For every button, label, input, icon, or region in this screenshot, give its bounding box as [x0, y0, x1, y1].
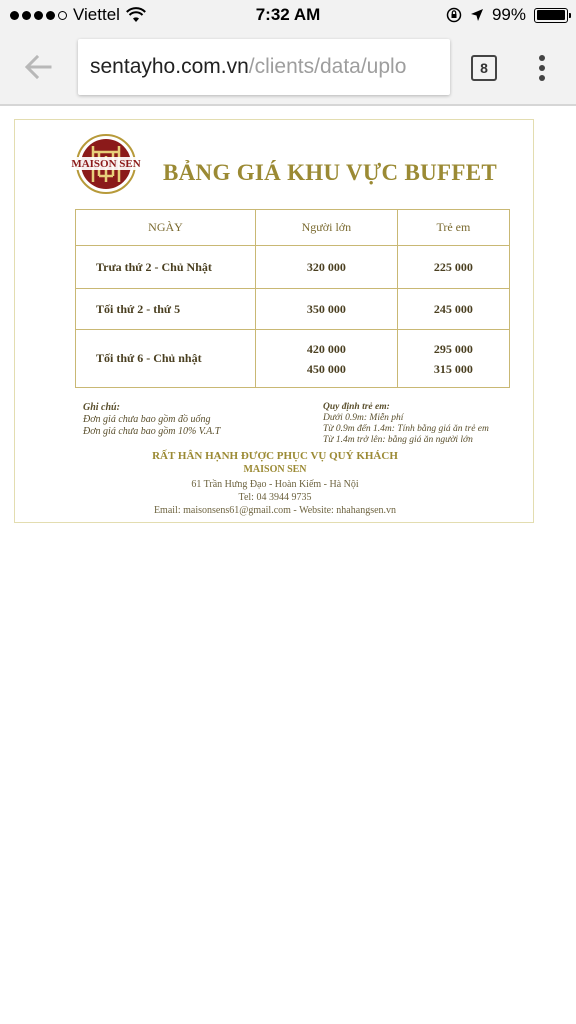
child-rules: [323, 402, 489, 446]
tab-switcher-button[interactable]: [471, 55, 497, 81]
signal-icon: [10, 11, 67, 20]
url-host: sentayho.com.vn: [90, 55, 249, 78]
logo-text: MAISON SEN: [71, 158, 141, 170]
child-rules-title: Quy định trẻ em:: [323, 402, 390, 412]
price-table: [75, 209, 510, 388]
wifi-icon: [126, 7, 146, 23]
child-rule-line: Từ 1.4m trở lên: bằng giá ăn người lớn: [323, 435, 473, 445]
adult-price: 420 000: [306, 341, 346, 356]
note-line: Đơn giá chưa bao gồm đồ uống: [83, 414, 211, 425]
address-bar[interactable]: [78, 39, 450, 95]
child-price: 225 000: [397, 246, 509, 289]
status-bar: [0, 0, 576, 30]
note-line: Đơn giá chưa bao gồm 10% V.A.T: [83, 426, 221, 437]
location-arrow-icon: [470, 8, 484, 22]
day-cell: Tối thứ 2 - thứ 5: [76, 289, 256, 330]
child-price: 295 000: [433, 341, 473, 356]
battery-percent: 99%: [491, 5, 526, 24]
url-path: /clients/data/uplo: [248, 55, 407, 78]
sheet-footer: [15, 450, 535, 517]
adult-price: 320 000: [256, 246, 398, 289]
browser-toolbar: [0, 30, 576, 106]
table-row: [76, 330, 510, 388]
tab-count: 8: [480, 60, 488, 76]
brand-line: MAISON SEN: [243, 464, 307, 475]
child-price-cell: [397, 330, 509, 388]
child-price: 245 000: [397, 289, 509, 330]
table-header-row: [76, 210, 510, 246]
child-rule-line: Dưới 0.9m: Miễn phí: [323, 413, 404, 423]
thanks-line: RẤT HÂN HẠNH ĐƯỢC PHỤC VỤ QUÝ KHÁCH: [152, 450, 398, 462]
price-sheet-image: [14, 119, 534, 523]
battery-level: [537, 10, 566, 20]
adult-price: 350 000: [256, 289, 398, 330]
header-adult: Người lớn: [256, 210, 398, 246]
contact-line: Email: maisonsens61@gmail.com - Website: nhahangsen.vn: [153, 505, 397, 516]
address-line: 61 Trần Hưng Đạo - Hoàn Kiếm - Hà Nội: [191, 479, 359, 490]
child-price: 315 000: [433, 361, 473, 376]
back-arrow-icon[interactable]: [20, 52, 56, 82]
clock: 7:32 AM: [255, 5, 321, 24]
child-rule-line: Từ 0.9m đến 1.4m: Tính bằng giá ăn trẻ em: [323, 424, 489, 434]
orientation-lock-icon: [446, 7, 462, 23]
table-row: [76, 246, 510, 289]
battery-icon: [534, 8, 568, 23]
overflow-menu-icon[interactable]: [534, 52, 550, 84]
notes: [83, 402, 220, 438]
adult-price-cell: [256, 330, 398, 388]
notes-title: Ghi chú:: [83, 402, 120, 413]
status-right: [446, 5, 568, 25]
header-child: Trẻ em: [397, 210, 509, 246]
header-day: NGÀY: [76, 210, 256, 246]
tel-line: Tel: 04 3944 9735: [238, 492, 312, 503]
status-left: [10, 5, 210, 25]
table-row: [76, 289, 510, 330]
day-cell: Tối thứ 6 - Chủ nhật: [76, 330, 256, 388]
price-sheet-title: BẢNG GIÁ KHU VỰC BUFFET: [163, 160, 498, 185]
carrier-label: Viettel: [73, 5, 120, 24]
maison-sen-logo: [71, 132, 141, 196]
day-cell: Trưa thứ 2 - Chủ Nhật: [76, 246, 256, 289]
adult-price: 450 000: [306, 361, 346, 376]
